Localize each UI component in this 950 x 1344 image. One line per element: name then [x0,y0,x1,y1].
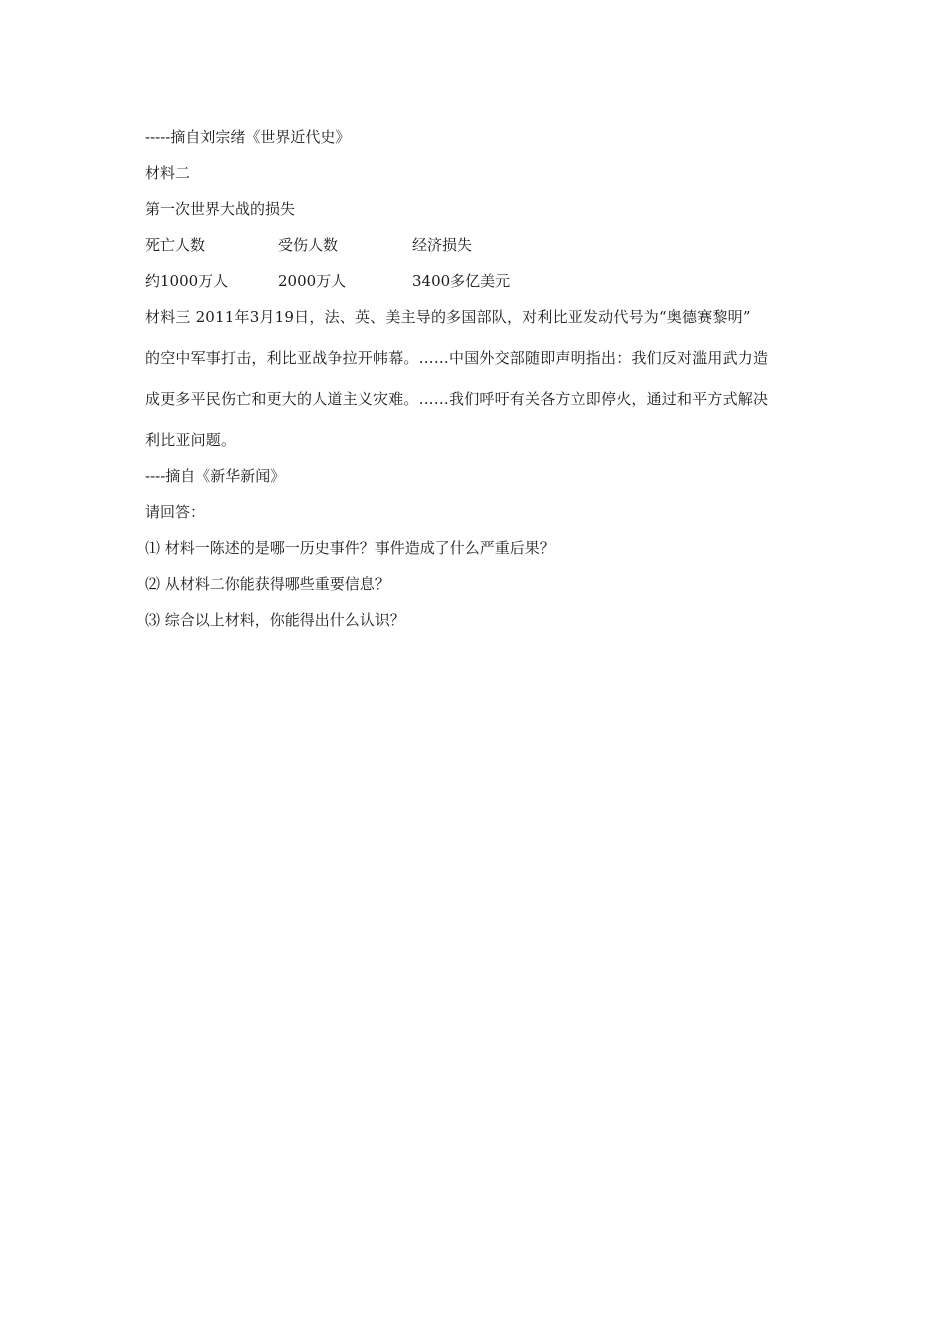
table-header-economic-loss: 经济损失 [412,236,473,254]
material-3-line: 成更多平民伤亡和更大的人道主义灾难。……我们呼吁有关各方立即停火，通过和平方式解决 [145,390,769,408]
material-3-line: 利比亚问题。 [145,431,237,449]
material-2-heading: 材料二 [145,164,191,182]
loss-table-data-row [145,268,845,304]
answer-prompt: 请回答： [145,503,206,521]
table-header-wounded: 受伤人数 [278,236,339,254]
table-header-deaths: 死亡人数 [145,236,206,254]
question-3: ⑶ 综合以上材料，你能得出什么认识？ [145,611,405,629]
question-2: ⑵ 从材料二你能获得哪些重要信息？ [145,575,390,593]
loss-table-header-row [145,232,845,268]
material-3-line: 的空中军事打击，利比亚战争拉开帏幕。……中国外交部随即声明指出：我们反对滥用武力造 [145,349,769,367]
source-citation-1: -----摘自刘宗绪《世界近代史》 [145,128,351,146]
material-3-paragraph [145,304,845,463]
source-citation-2: ----摘自《新华新闻》 [145,467,286,485]
document-content [145,124,845,643]
material-3-line: 材料三 2011年3月19日，法、英、美主导的多国部队，对利比亚发动代号为“奥德赛黎明” [145,308,751,326]
table-cell-deaths: 约1000万人 [145,272,229,290]
table-title: 第一次世界大战的损失 [145,200,296,218]
table-cell-wounded: 2000万人 [278,272,347,290]
table-cell-economic-loss: 3400多亿美元 [412,272,511,290]
question-1: ⑴ 材料一陈述的是哪一历史事件？事件造成了什么严重后果？ [145,539,555,557]
